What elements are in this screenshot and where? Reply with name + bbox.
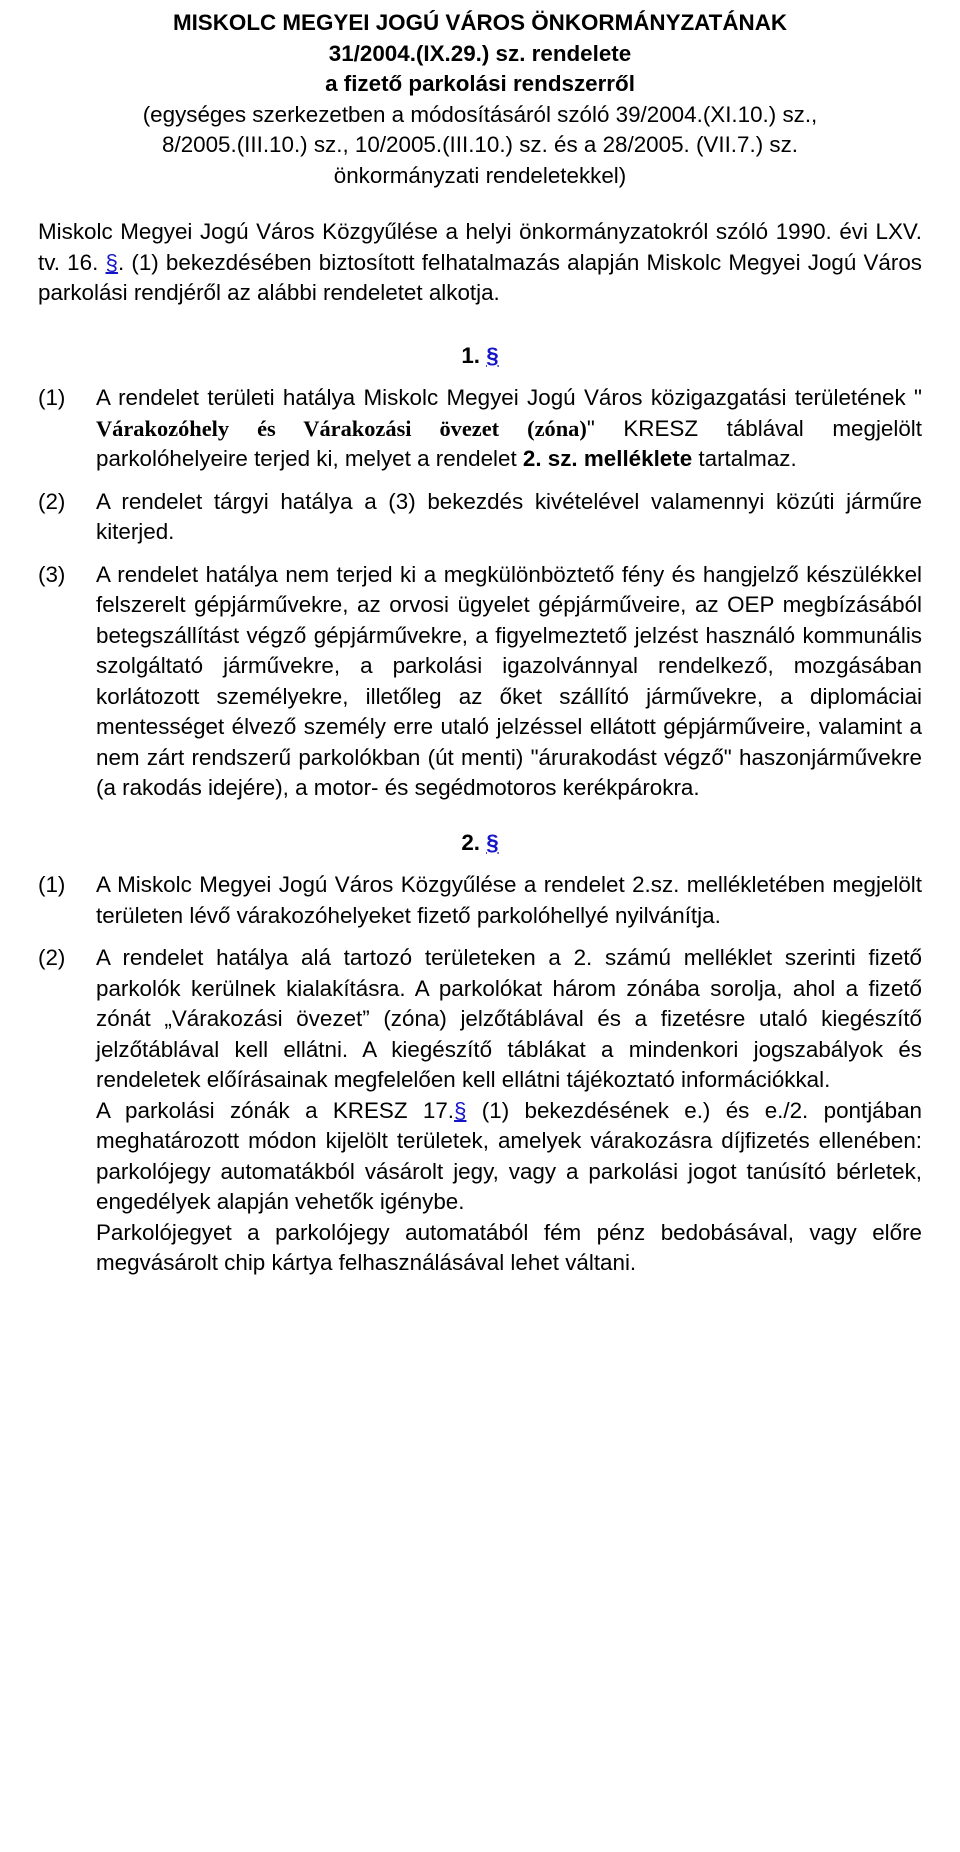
paragraph-text: A rendelet tárgyi hatálya a (3) bekezdés kivételével valamennyi közúti járműre kiterjed. [96, 488, 922, 544]
section-1-paragraph-2 [38, 487, 922, 548]
section-2-paragraph-1 [38, 870, 922, 931]
paragraph-text-part: (1) bekezdésének e.) és e./2. pontjában meghatározott módon kijelölt területek, amelyek várakozásra díjfizetés ellenében: parkolójegy automatákból vásárolt jegy, vagy a parkolási jogot tanúsító bérletek, engedélyek alapján vehetők igénybe. [96, 1097, 922, 1214]
preamble-section-sign-link[interactable]: § [105, 249, 118, 275]
kresz-section-sign-link[interactable]: § [454, 1097, 467, 1123]
paragraph-text: A rendelet hatálya nem terjed ki a megkülönböztető fény és hangjelző készülékkel felszerelt gépjárművekre, az orvosi ügyelet gépjárműveire, az OEP megbízásából betegszállítást végző gépjárművekre, a figyelmeztető jelzést használó kommunális szolgáltató járművekre, a parkolási igazolvánnyal rendelkező, mozgásában korlátozott személyekre, illetőleg az őket szállító járművekre, a diplomáciai mentességet élvező személy erre utaló jelzéssel ellátott gépjárműveire, valamint a nem zárt rendszerű parkolókban (út menti) "árurakodást végző" haszonjárművekre (a rakodás idejére), a motor- és segédmotoros kerékpárokra. [96, 561, 922, 800]
paragraph-text [96, 943, 922, 1279]
paragraph-text [96, 383, 922, 475]
paragraph-text-part: " KRESZ táblával megjelölt parkolóhelyeire terjed ki, melyet a rendelet [96, 415, 922, 471]
document-subtitle-line-2: 8/2005.(III.10.) sz., 10/2005.(III.10.) sz. és a 28/2005. (VII.7.) sz. [162, 132, 798, 157]
preamble-text-1: Miskolc Megyei Jogú Város Közgyűlése a helyi önkormányzatokról szóló 1990. évi LXV. tv. 16. [38, 219, 922, 275]
paragraph-number: (2) [38, 945, 66, 970]
paragraph-number: (2) [38, 488, 66, 514]
paragraph-text-block: A rendelet hatálya alá tartozó területeken a 2. számú melléklet szerinti fizető parkolók kerülnek kialakításra. A parkolókat három zónába sorolja, ahol a fizető zónát „Várakozási övezet” (zóna) jelzőtáblával és a fizetésre utaló kiegészítő jelzőtáblával kell ellátni. A kiegészítő táblákat a mindenkori jogszabályok és rendeletek előírásainak megfelelően kell ellátni tájékoztató információkkal. [96, 945, 922, 1092]
section-2-paragraph-2 [38, 943, 922, 1279]
sign-name-emphasis: Várakozóhely és Várakozási övezet (zóna) [96, 415, 587, 441]
section-2-heading [38, 828, 922, 859]
document-subtitle-line-3: önkormányzati rendeletekkel) [333, 162, 627, 188]
section-2-sign-link[interactable]: § [486, 829, 499, 855]
preamble-paragraph [38, 217, 922, 309]
section-2-number: 2. [461, 829, 487, 855]
preamble-text-2: . (1) bekezdésében biztosított felhatalmazás alapján Miskolc Megyei Jogú Város parkolási rendjéről az alábbi rendeletet alkotja. [38, 249, 922, 305]
annex-reference: 2. sz. melléklete [522, 446, 693, 471]
section-1-paragraph-3 [38, 560, 922, 804]
paragraph-number: (1) [38, 872, 66, 897]
paragraph-number: (3) [38, 561, 66, 587]
section-1-heading [38, 341, 922, 372]
paragraph-number: (1) [38, 385, 66, 410]
paragraph-text-part: tartalmaz. [692, 446, 797, 471]
section-1-sign-link[interactable]: § [486, 342, 499, 368]
section-1-paragraph-1 [38, 383, 922, 475]
document-title-line-3: a fizető parkolási rendszerről [325, 71, 635, 96]
paragraph-text-part: A rendelet területi hatálya Miskolc Megyei Jogú Város közigazgatási területének " [96, 385, 922, 410]
document-title-line-2: 31/2004.(IX.29.) sz. rendelete [328, 40, 632, 66]
paragraph-text: A Miskolc Megyei Jogú Város Közgyűlése a rendelet 2.sz. mellékletében megjelölt területen lévő várakozóhelyeket fizető parkolóhellyé nyilvánítja. [96, 872, 922, 928]
document-subtitle-line-1: (egységes szerkezetben a módosításáról szóló 39/2004.(XI.10.) sz., [142, 101, 818, 127]
section-1-number: 1. [461, 342, 487, 368]
paragraph-text-block: Parkolójegyet a parkolójegy automatából fém pénz bedobásával, vagy előre megvásárolt chip kártya felhasználásával lehet váltani. [96, 1219, 922, 1275]
paragraph-text-part: A parkolási zónák a KRESZ 17. [96, 1097, 454, 1123]
document-title-line-1: MISKOLC MEGYEI JOGÚ VÁROS ÖNKORMÁNYZATÁNAK [172, 10, 788, 35]
paragraph-text-block [96, 1096, 922, 1218]
